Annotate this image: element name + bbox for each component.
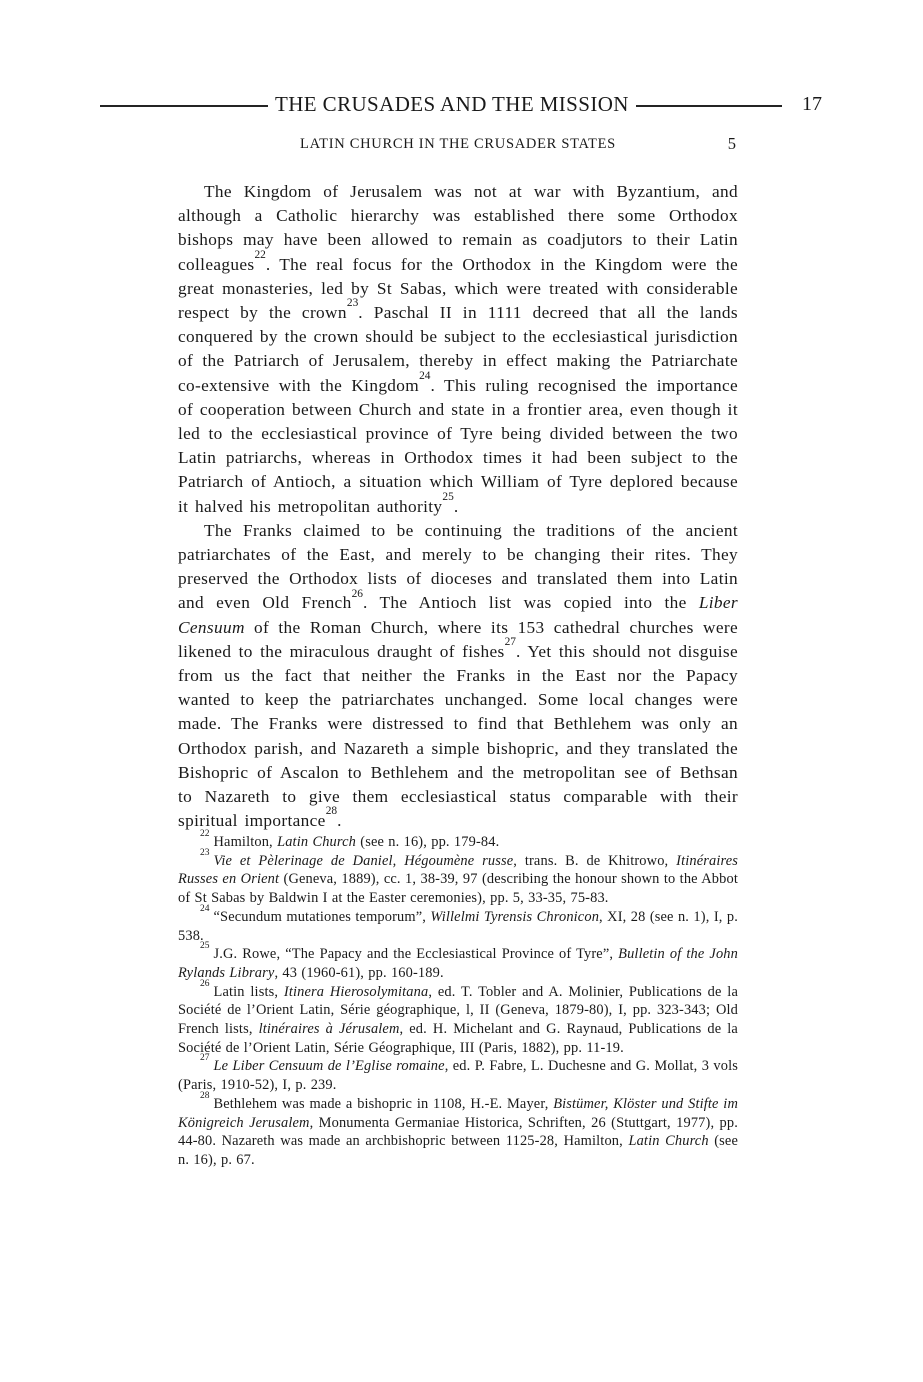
footnote-ref: 28 xyxy=(200,1090,210,1101)
text-run: , trans. B. de Khitrowo, xyxy=(513,852,677,869)
text-run: . The Antioch list was copied into the xyxy=(362,593,699,613)
text-run: , XI, 28 (see n. 1), I, p. 538. xyxy=(178,908,738,944)
footnotes xyxy=(178,828,739,1170)
text-run: , ed. P. Fabre, L. Duchesne and G. Mollat, 3 vols (Paris, 1910-52), I, p. 239. xyxy=(178,1058,738,1094)
italic-text: Vie et Pèlerinage de Daniel, Hégoumène russe xyxy=(213,852,514,869)
text-run: of the Roman Church, where its 153 cathedral churches were likened to the miraculous draught of fishes xyxy=(178,617,738,661)
text-run: The Kingdom of Jerusalem was not at war with Byzantium, and although a Catholic hierarchy was established there some Orthodox bishops may have been allowed to remain as coadjutors to their Latin colleagues xyxy=(178,182,738,274)
footnote-27 xyxy=(178,1053,738,1094)
italic-text: ltinéraires à Jérusalem xyxy=(258,1021,400,1038)
italic-text: Willelmi Tyrensis Chronicon xyxy=(430,908,600,925)
footnote-ref: 25 xyxy=(200,941,210,952)
paragraph-1 xyxy=(178,180,738,519)
text-run: Bethlehem was made a bishopric in 1108, H.-E. Mayer, xyxy=(213,1095,554,1112)
running-header-page-number: 17 xyxy=(802,93,822,115)
footnote-26 xyxy=(178,978,738,1058)
text-run: . xyxy=(453,496,459,516)
text-run: (see n. 16), pp. 179-84. xyxy=(356,834,500,850)
text-run: (Geneva, 1889), cc. 1, 38-39, 97 (describing the honour shown to the Abbot of St Sabas by Baldwin I at the Easter ceremonies), pp. 5, 33-35, 75-83. xyxy=(178,871,738,907)
text-run: . Yet this should not disguise from us the fact that neither the Franks in the East nor the Papacy wanted to keep the patriarchates unchanged. Some local changes were made. The Franks were distressed to find that Bethlehem was only an Orthodox parish, and Nazareth a simple bishopric, and they translated the Bishopric of Ascalon to Bethlehem and the metropolitan see of Bethsan to Nazareth to give them ecclesiastical status comparable with their spiritual importance xyxy=(178,641,738,831)
body-text xyxy=(178,180,738,833)
italic-text: Bistümer, Klöster und Stifte im Königreich Jerusalem xyxy=(178,1095,739,1131)
paragraph-2 xyxy=(178,519,738,834)
italic-text: Latin Church xyxy=(277,834,356,850)
italic-text: Itinera Hierosolymitana xyxy=(283,983,429,1000)
italic-text: Bulletin of the John Rylands Library xyxy=(178,946,739,981)
footnote-24 xyxy=(178,903,738,945)
italic-text: Le Liber Censuum de l’Eglise romaine xyxy=(213,1058,445,1075)
header-rule-left xyxy=(100,105,268,107)
footnote-ref: 28 xyxy=(325,805,338,818)
running-header-title: THE CRUSADES AND THE MISSION xyxy=(275,92,629,116)
footnote-ref: 24 xyxy=(419,369,431,382)
text-run: , ed. H. Michelant and G. Raynaud, Publications de la Société de l’Orient Latin, Série Géographique, III (Paris, 1882), pp. 11-19. xyxy=(178,1021,738,1056)
text-run: . xyxy=(337,811,342,831)
italic-text: Latin Church xyxy=(628,1133,709,1150)
footnote-ref: 23 xyxy=(346,297,359,310)
text-run: J.G. Rowe, “The Papacy and the Ecclesiastical Province of Tyre”, xyxy=(213,946,619,963)
running-header xyxy=(100,92,822,117)
chapter-header-page-number: 5 xyxy=(727,134,736,153)
chapter-header xyxy=(178,136,738,153)
text-run: “Secundum mutationes temporum”, xyxy=(213,908,431,925)
text-run: . The real focus for the Orthodox in the Kingdom were the great monasteries, led by St Sabas, which were treated with considerable respect by the crown xyxy=(178,254,738,323)
chapter-header-title: LATIN CHURCH IN THE CRUSADER STATES xyxy=(300,136,616,152)
text-run: . Paschal II in 1111 decreed that all the lands conquered by the crown should be subject to the ecclesiastical jurisdiction of the Patriarch of Jerusalem, thereby in effect making the Patriarchate co-extensive with the Kingdom xyxy=(178,303,738,395)
italic-text: Liber Censuum xyxy=(178,593,739,637)
footnote-ref: 26 xyxy=(200,978,210,989)
text-run: , Monumenta Germaniae Historica, Schriften, 26 (Stuttgart, 1977), pp. 44-80. Nazareth was made an archbishopric between 1125-28, Hamilton, xyxy=(178,1114,738,1150)
footnote-ref: 25 xyxy=(442,490,454,503)
header-rule-right xyxy=(636,105,782,107)
footnote-ref: 27 xyxy=(200,1053,210,1064)
text-run: Latin lists, xyxy=(213,983,284,1000)
text-run: , 43 (1960-61), pp. 160-189. xyxy=(274,964,444,981)
footnote-22 xyxy=(178,828,738,852)
text-run: , ed. T. Tobler and A. Molinier, Publications de la Société de l’Orient Latin, Série géographique, l, II (Geneva, 1879-80), I, pp. 323-343; Old French lists, xyxy=(178,983,738,1038)
italic-text: Itinéraires Russes en Orient xyxy=(178,852,738,888)
text-run: The Franks claimed to be continuing the traditions of the ancient patriarchates of the East, and merely to be changing their rites. They preserved the Orthodox lists of dioceses and translated them into Latin and even Old French xyxy=(178,520,738,613)
footnote-ref: 23 xyxy=(200,847,210,858)
text-run: (see n. 16), p. 67. xyxy=(178,1133,738,1168)
footnote-25 xyxy=(178,941,739,982)
footnote-ref: 22 xyxy=(254,248,266,261)
footnote-ref: 22 xyxy=(200,828,210,839)
footnote-28 xyxy=(178,1090,739,1170)
text-run: . This ruling recognised the importance of cooperation between Church and state in a frontier area, even though it led to the ecclesiastical province of Tyre being divided between the two Latin patriarchs, whereas in Orthodox times it had been subject to the Patriarch of Antioch, a situation which William of Tyre deplored because it halved his metropolitan authority xyxy=(178,375,738,516)
text-run: Hamilton, xyxy=(213,834,278,850)
footnote-ref: 26 xyxy=(351,587,363,600)
footnote-23 xyxy=(178,847,738,908)
footnote-ref: 27 xyxy=(504,635,516,648)
footnote-ref: 24 xyxy=(200,903,210,914)
